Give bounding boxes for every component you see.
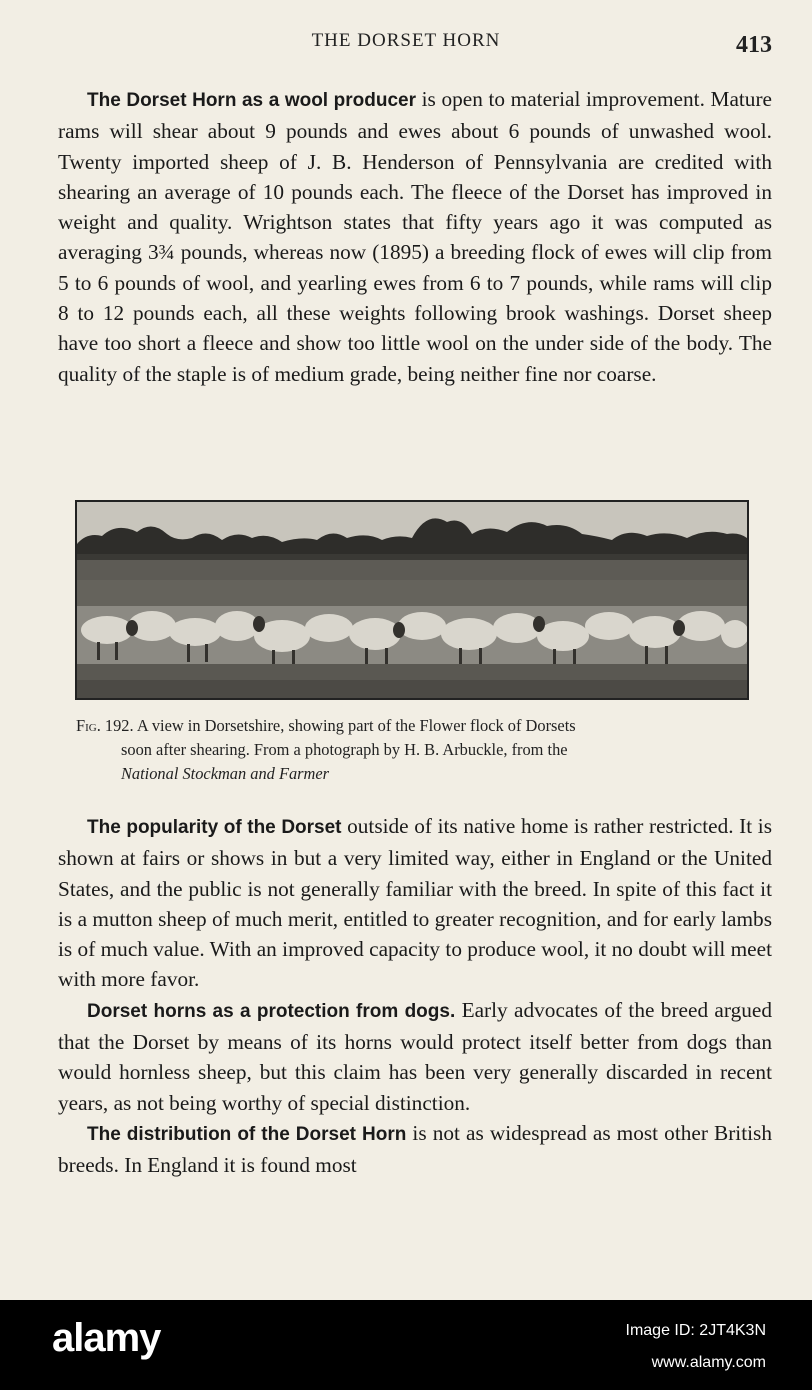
site-url[interactable]: www.alamy.com xyxy=(651,1354,766,1371)
paragraph-body: is open to material improvement. Mature rams will shear about 9 pounds and ewes about 6 pounds of unwashed wool. Twenty imported sheep of J. B. Henderson of Pennsylvania are credited with shearing an average of 10 pounds each. The fleece of the Dorset has improved in weight and quality. Wrightson states that fifty years ago it was computed as averaging 3¾ pounds, whereas now (1895) a breeding flock of ewes will clip from 5 to 6 pounds of wool, and yearling ewes from 6 to 7 pounds, while rams will clip 8 to 12 pounds each, all these weights following brook washings. Dorset sheep have too short a fleece and show too little wool on the under side of the body. The quality of the staple is of medium grade, being neither fine nor coarse. xyxy=(58,87,773,386)
paragraph-protection xyxy=(58,995,772,1118)
page-number: 413 xyxy=(736,32,772,58)
paragraph-body: is not as widespread as most other British breeds. In England it is found most xyxy=(58,1120,772,1178)
paragraph-body: Early advocates of the breed argued that the Dorset by means of its horns would protect itself better from dogs than would hornless sheep, but this claim has been very generally discarded in recent years, as not being worthy of special distinction. xyxy=(58,997,772,1115)
sheep-flock-photo xyxy=(75,500,749,700)
alamy-logo: alamy xyxy=(52,1316,161,1360)
running-title: THE DORSET HORN xyxy=(311,30,501,51)
paragraph-lead: The distribution of the Dorset Horn xyxy=(87,1123,407,1145)
figure-caption xyxy=(76,714,756,786)
caption-line-2: soon after shearing. From a photograph by H. B. Arbuckle, from the xyxy=(121,740,568,759)
paragraph-wool-producer xyxy=(58,84,772,389)
paragraph-distribution xyxy=(58,1118,772,1181)
photo-illustration xyxy=(77,502,747,698)
stock-footer-banner xyxy=(0,1300,812,1390)
caption-line-1: A view in Dorsetshire, showing part of the Flower flock of Dorsets xyxy=(136,716,576,735)
figure-label: Fig. 192. xyxy=(76,716,134,735)
text-block-top xyxy=(58,84,772,389)
image-id: Image ID: 2JT4K3N xyxy=(625,1322,766,1339)
paragraph-body: outside of its native home is rather restricted. It is shown at fairs or shows in but a very limited way, either in England or the United States, and the public is not generally familiar with the breed. In spite of this fact it is a mutton sheep of much merit, entitled to greater recognition, and for early lambs is of much value. With an improved capacity to produce wool, it no doubt will meet with more favor. xyxy=(58,814,772,992)
paragraph-lead: The popularity of the Dorset xyxy=(87,817,342,838)
caption-source: National Stockman and Farmer xyxy=(121,764,330,783)
paragraph-lead: The Dorset Horn as a wool producer xyxy=(87,90,417,111)
paragraph-popularity xyxy=(58,811,772,995)
paragraph-lead: Dorset horns as a protection from dogs. xyxy=(87,1000,456,1022)
text-block-bottom xyxy=(58,811,772,1181)
